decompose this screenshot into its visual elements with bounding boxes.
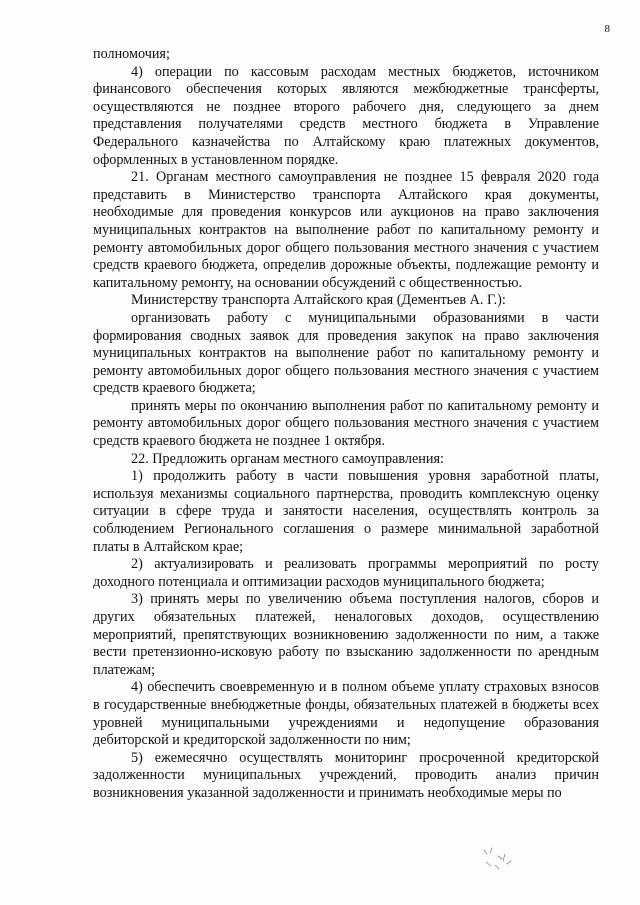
document-body: [93, 46, 599, 803]
paragraph-section-21: 21. Органам местного самоуправления не позднее 15 февраля 2020 года представить в Министерство транспорта Алтайского края документы, необходимые для проведения конкурсов или аукционов на право заключения муниципальных контрактов на выполнение работ по капитальному ремонту и ремонту автомобильных дорог общего пользования местного значения с участием средств краевого бюджета, определив дорожные объекты, подлежащие ремонту и капитальному ремонту, на основании обсуждений с общественностью.: [93, 169, 599, 291]
paragraph-organize-work: организовать работу с муниципальными образованиями в части формирования сводных заявок для проведения закупок на право заключения муниципальных контрактов на выполнение работ по капитальному ремонту и ремонту автомобильных дорог общего пользования местного значения с участием средств краевого бюджета;: [93, 309, 599, 397]
paragraph-item-3-revenue: 3) принять меры по увеличению объема поступления налогов, сборов и других обязательных платежей, неналоговых доходов, осуществлению мероприятий, препятствующих возникновению задолженности по ним, а также вести претензионно-исковую работу по взысканию задолженности по арендным платежам;: [93, 591, 599, 678]
page-number: 8: [604, 23, 610, 35]
paragraph-ministry-transport: Министерству транспорта Алтайского края (Дементьев А. Г.):: [131, 292, 506, 309]
paragraph-item-4-cash-operations: 4) операции по кассовым расходам местных бюджетов, источником финансового обеспечения которых являются межбюджетные трансферты, осуществляются не позднее второго рабочего дня, следующего за днем представления получателями средств местного бюджета в Управление Федерального казначейства по Алтайскому краю платежных документов, оформленных в установленном порядке.: [93, 63, 599, 168]
paragraph-continuation: полномочия;: [93, 46, 170, 62]
paragraph-item-5-monitoring: 5) ежемесячно осуществлять мониторинг просроченной кредиторской задолженности муниципальных учреждений, проводить анализ причин возникновения указанной задолженности и принимать необходимые меры по: [93, 749, 599, 801]
paragraph-item-2-programs: 2) актуализировать и реализовать программы мероприятий по росту доходного потенциала и оптимизации расходов муниципального бюджета;: [93, 556, 599, 590]
scan-artifact-marks: [478, 846, 518, 872]
paragraph-section-22: 22. Предложить органам местного самоуправления:: [131, 450, 444, 467]
paragraph-item-4-insurance: 4) обеспечить своевременную и в полном объеме уплату страховых взносов в государственные внебюджетные фонды, обязательных платежей в бюджеты всех уровней муниципальными учреждениями и недопущение образования дебиторской и кредиторской задолженности по ним;: [93, 679, 599, 749]
paragraph-take-measures: принять меры по окончанию выполнения работ по капитальному ремонту и ремонту автомобильных дорог общего пользования местного значения с участием средств краевого бюджета не позднее 1 октября.: [93, 397, 599, 450]
paragraph-item-1-wages: 1) продолжить работу в части повышения уровня заработной платы, используя механизмы социального партнерства, проводить комплексную оценку ситуации в сфере труда и занятости населения, осуществлять контроль за соблюдением Регионального соглашения о размере минимальной заработной платы в Алтайском крае;: [93, 468, 599, 555]
